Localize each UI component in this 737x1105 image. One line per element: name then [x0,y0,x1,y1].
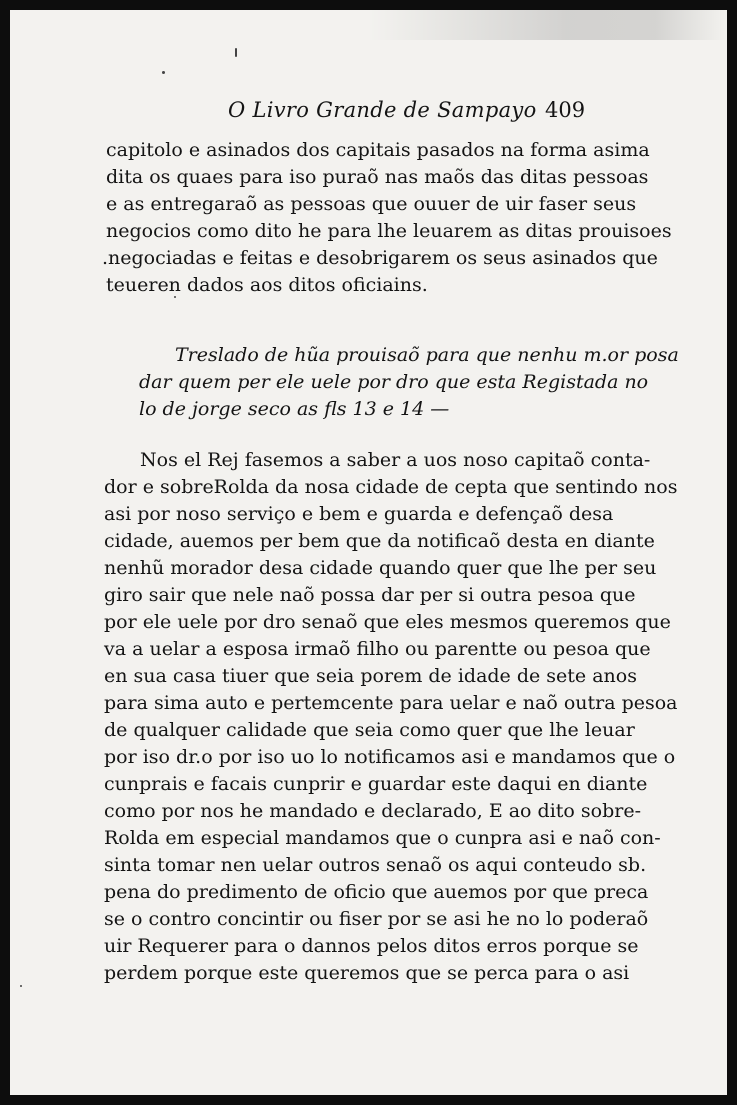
paragraph-line: negocios como dito he para lhe leuarem as ditas prouisoes [106,220,672,242]
paragraph-line: Rolda em especial mandamos que o cunpra asi e naõ con- [104,827,661,849]
paragraph-line: nenhũ morador desa cidade quando quer que lhe per seu [104,557,657,579]
scan-speck [20,985,22,987]
paragraph-line: .negociadas e feitas e desobrigarem os seus asinados que [102,247,658,269]
paragraph-line: cidade, auemos per bem que da notificaõ desta en diante [104,530,655,552]
paragraph-line: para sima auto e pertemcente para uelar e naõ outra pesoa [104,692,678,714]
paragraph-line: dita os quaes para iso puraõ nas maõs das ditas pessoas [106,166,649,188]
scan-speck [174,296,176,298]
page-number: 409 [545,98,586,122]
paragraph-line: va a uelar a esposa irmaõ filho ou parentte ou pesoa que [104,638,651,660]
paragraph-line: por iso dr.o por iso uo lo notificamos asi e mandamos que o [104,746,676,768]
paragraph-line: asi por noso serviço e bem e guarda e defençaõ desa [104,503,614,525]
scan-speck [162,71,165,74]
book-page [10,10,727,1095]
paragraph-line: uir Requerer para o dannos pelos ditos erros porque se [104,935,639,957]
paragraph-line: se o contro concintir ou fiser por se asi he no lo poderaõ [104,908,649,930]
paragraph-line: de qualquer calidade que seia como quer que lhe leuar [104,719,635,741]
document-heading-line: dar quem per ele uele por dro que esta Registada no [139,371,649,393]
paragraph-line: teueren dados aos ditos oficiains. [106,274,428,296]
paragraph-line: sinta tomar nen uelar outros senaõ os aqui conteudo sb. [104,854,647,876]
paragraph-line: capitolo e asinados dos capitais pasados na forma asima [106,139,650,161]
paragraph-line: dor e sobreRolda da nosa cidade de cepta que sentindo nos [104,476,678,498]
paragraph-line: en sua casa tiuer que seia porem de idade de sete anos [104,665,637,687]
paragraph-line: perdem porque este queremos que se perca para o asi [104,962,630,984]
scan-shadow [370,10,727,40]
paragraph-line: por ele uele por dro senaõ que eles mesmos queremos que [104,611,671,633]
document-heading-line: Treslado de hũa prouisaõ para que nenhu m.or posa [175,344,679,366]
paragraph-line: e as entregaraõ as pessoas que ouuer de uir faser seus [106,193,637,215]
running-head: O Livro Grande de Sampayo [228,98,537,122]
paragraph-line: cunprais e facais cunprir e guardar este daqui en diante [104,773,648,795]
paragraph-line: como por nos he mandado e declarado, E ao dito sobre- [104,800,641,822]
paragraph-line: pena do predimento de oficio que auemos por que preca [104,881,649,903]
paragraph-line: Nos el Rej fasemos a saber a uos noso capitaõ conta- [140,449,651,471]
scan-speck [235,48,237,57]
document-heading-line: lo de jorge seco as fls 13 e 14 — [139,398,450,420]
paragraph-line: giro sair que nele naõ possa dar per si outra pesoa que [104,584,636,606]
